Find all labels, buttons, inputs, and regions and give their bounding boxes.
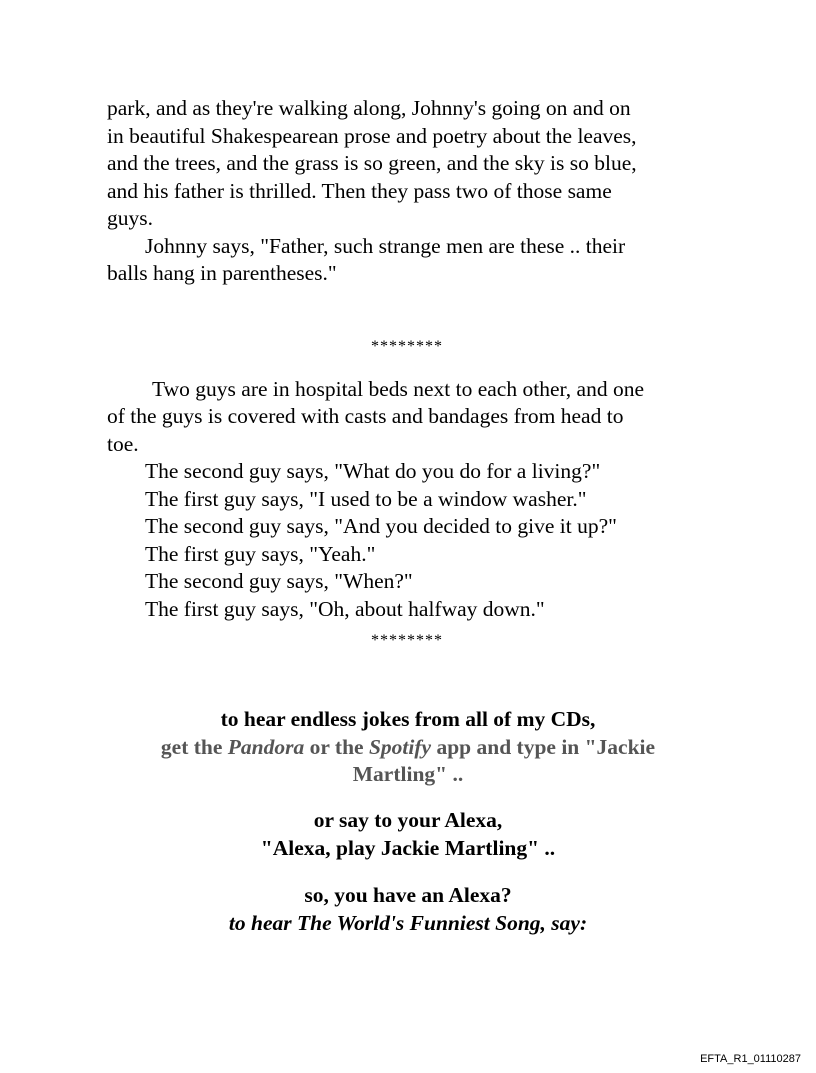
- joke-2-paragraph: [107, 376, 717, 624]
- section-separator: ********: [371, 632, 443, 649]
- promo-text: app and type in "Jackie: [431, 734, 656, 759]
- alexa-question: so, you have an Alexa?: [304, 883, 512, 907]
- document-id: EFTA_R1_01110287: [700, 1053, 801, 1065]
- text-line: guys.: [107, 206, 153, 230]
- pandora-app-name: Pandora: [227, 734, 305, 759]
- promo-heading: to hear endless jokes from all of my CDs,: [220, 707, 596, 731]
- text-line: toe.: [107, 431, 139, 456]
- joke-1-paragraph: [107, 95, 717, 288]
- dialogue-line: The first guy says, "I used to be a window washer.": [145, 486, 587, 511]
- dialogue-line: The second guy says, "And you decided to give it up?": [145, 514, 617, 538]
- dialogue-line: The first guy says, "Oh, about halfway down.": [145, 596, 545, 621]
- text-line: park, and as they're walking along, Johnny's going on and on: [107, 96, 631, 120]
- document-body: [107, 95, 717, 651]
- text-line: in beautiful Shakespearean prose and poetry about the leaves,: [107, 123, 637, 148]
- text-line: of the guys is covered with casts and bandages from head to: [107, 404, 624, 428]
- dialogue-line: The second guy says, "What do you do for a living?": [145, 459, 601, 483]
- text-line: balls hang in parentheses.": [107, 261, 337, 285]
- text-line: Two guys are in hospital beds next to each other, and one: [152, 376, 645, 401]
- dialogue-line: The second guy says, "When?": [145, 569, 413, 593]
- alexa-command: "Alexa, play Jackie Martling" ..: [260, 835, 556, 860]
- promo-alexa-block: [0, 807, 816, 862]
- promo-song-block: [0, 882, 816, 937]
- promo-text: get the: [160, 734, 228, 759]
- promo-apps-line-end: Martling" ..: [352, 762, 464, 786]
- song-instruction: to hear The World's Funniest Song, say:: [228, 910, 588, 935]
- promo-text: or the: [304, 734, 369, 759]
- dialogue-line: The first guy says, "Yeah.": [145, 541, 376, 566]
- text-line: and the trees, and the grass is so green, and the sky is so blue,: [107, 151, 637, 175]
- promo-apps-line: [0, 734, 816, 762]
- section-separator: ********: [371, 337, 443, 355]
- promo-streaming-block: [0, 706, 816, 789]
- text-line: Johnny says, "Father, such strange men are these .. their: [145, 233, 626, 258]
- alexa-heading: or say to your Alexa,: [313, 808, 503, 832]
- spotify-app-name: Spotify: [368, 734, 432, 759]
- text-line: and his father is thrilled. Then they pass two of those same: [107, 178, 612, 203]
